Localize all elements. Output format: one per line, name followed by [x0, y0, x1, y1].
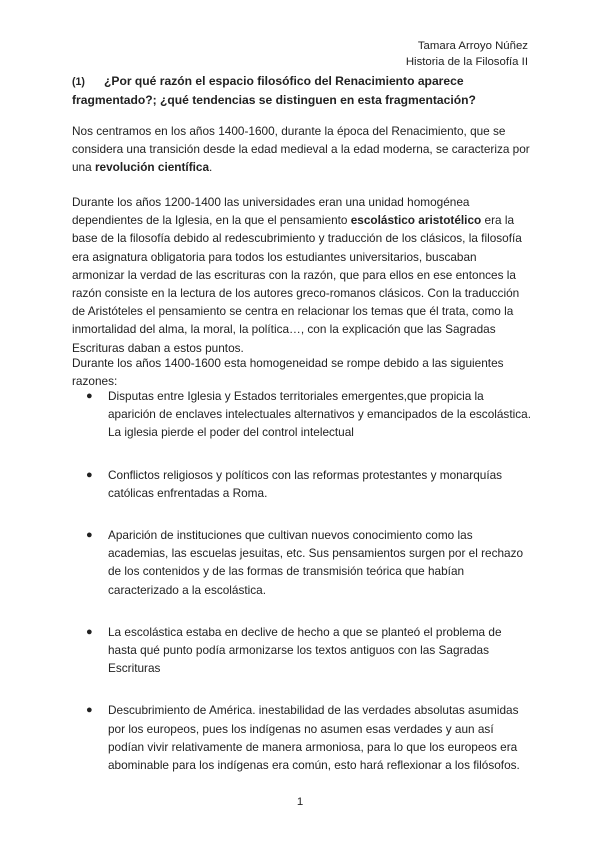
page-header	[406, 38, 528, 71]
list-item	[72, 526, 532, 599]
list-item	[72, 623, 532, 678]
list-item-text: Descubrimiento de América. inestabilidad de las verdades absolutas asumidas por los europeos, pues los indígenas no asumen esas verdades y aun así podían vivir relativamente de manera armoniosa, para lo que los europeos era abominable para los indígenas era común, esto hará reflexionar a los filósofos.	[108, 703, 520, 773]
intro-paragraph	[72, 122, 532, 177]
intro-bold-term: revolución científica	[94, 160, 210, 175]
reasons-intro-paragraph: Durante los años 1400-1600 esta homogeneidad se rompe debido a las siguientes razones:	[72, 356, 504, 389]
universities-text-end: era la base de la filosofía debido al redescubrimiento y traducción de los clásicos, la filosofía era asignatura obligatoria para todos los estudiantes universitarios, buscaban armonizar la verdad de las escrituras con la razón, que para ellos en ese entonces la razón consiste en la lectura de los autores greco-romanos clásicos. Con la traducción de Aristóteles el pensamiento se centra en relacionar los temas que él trata, como la inmortalidad del alma, la moral, la política…, con la explicación que las Sagradas Escrituras daban a estos puntos.	[72, 213, 522, 355]
question-text: ¿Por qué razón el espacio filosófico del Renacimiento aparece fragmentado?; ¿qué tendencias se distinguen en esta fragmentación?	[72, 74, 476, 108]
question-number: (1)	[72, 76, 85, 88]
list-item	[72, 466, 532, 502]
page-number: 1	[296, 796, 304, 808]
bullet-icon: ●	[86, 390, 93, 402]
list-item	[72, 387, 532, 442]
universities-bold-term: escolástico aristotélico	[350, 213, 482, 228]
bullet-icon: ●	[86, 704, 93, 717]
author-name: Tamara Arroyo Núñez	[417, 40, 528, 52]
intro-text: Nos centramos en los años 1400-1600, durante la época del Renacimiento, que se considera una transición desde la edad medieval a la edad moderna, se caracteriza por una	[72, 124, 530, 175]
course-name: Historia de la Filosofía II	[405, 56, 528, 69]
reasons-list	[72, 387, 532, 798]
list-item	[72, 701, 532, 774]
list-item-text: Conflictos religiosos y políticos con las reformas protestantes y monarquías católicas enfrentadas a Roma.	[108, 467, 503, 500]
universities-paragraph	[72, 193, 532, 357]
list-item-text: La escolástica estaba en declive de hecho a que se planteó el problema de hasta qué punto podía armonizarse los textos antiguos con las Sagradas Escrituras	[108, 624, 502, 676]
list-item-text: Aparición de instituciones que cultivan nuevos conocimiento como las academias, las escuelas jesuitas, etc. Sus pensamientos surgen por el rechazo de los contenidos y de las formas de transmisión teórica que habían caracterizado a la escolástica.	[108, 528, 524, 597]
intro-text-end: .	[209, 160, 213, 175]
universities-text: Durante los años 1200-1400 las universidades eran una unidad homogénea dependientes de la Iglesia, en la que el pensamiento	[72, 195, 470, 228]
bullet-icon: ●	[86, 625, 93, 638]
list-item-text: Disputas entre Iglesia y Estados territoriales emergentes,que propicia la aparición de enclaves intelectuales alternativos y emancipados de la escolástica. La iglesia pierde el poder del control intelectual	[108, 389, 531, 440]
bullet-icon: ●	[86, 529, 93, 542]
bullet-icon: ●	[86, 468, 93, 481]
question-heading	[72, 72, 532, 109]
